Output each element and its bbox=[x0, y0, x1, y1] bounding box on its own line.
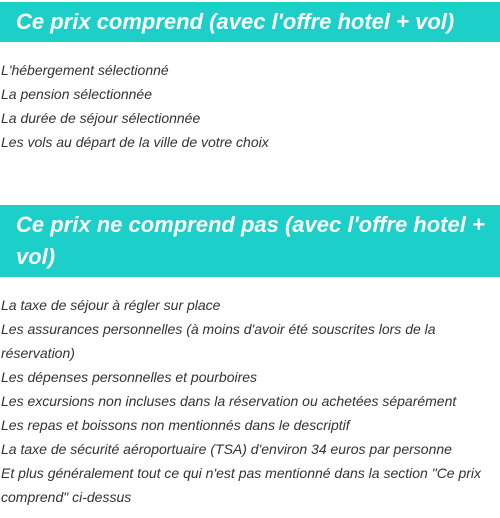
includes-section-title: Ce prix comprend (avec l'offre hotel + vol) bbox=[0, 2, 500, 42]
excludes-item: Les assurances personnelles (à moins d'avoir été souscrites lors de la réservation) bbox=[1, 321, 436, 361]
includes-item: La pension sélectionnée bbox=[1, 86, 153, 102]
excludes-item: Les excursions non incluses dans la réservation ou achetées séparément bbox=[1, 393, 457, 409]
includes-item: La durée de séjour sélectionnée bbox=[1, 110, 201, 126]
includes-list bbox=[0, 58, 500, 154]
excludes-item: La taxe de séjour à régler sur place bbox=[1, 297, 221, 313]
excludes-item: Les dépenses personnelles et pourboires bbox=[1, 369, 258, 385]
excludes-section-title: Ce prix ne comprend pas (avec l'offre hotel + vol) bbox=[0, 205, 500, 277]
excludes-item: Et plus généralement tout ce qui n'est pas mentionné dans la section "Ce prix comprend" ci-dessus bbox=[1, 465, 482, 505]
excludes-list bbox=[0, 293, 500, 509]
includes-item: L'hébergement sélectionné bbox=[1, 62, 169, 78]
excludes-item: Les repas et boissons non mentionnés dans le descriptif bbox=[1, 417, 350, 433]
includes-item: Les vols au départ de la ville de votre choix bbox=[1, 134, 269, 150]
excludes-item: La taxe de sécurité aéroportuaire (TSA) d'environ 34 euros par personne bbox=[1, 441, 452, 457]
